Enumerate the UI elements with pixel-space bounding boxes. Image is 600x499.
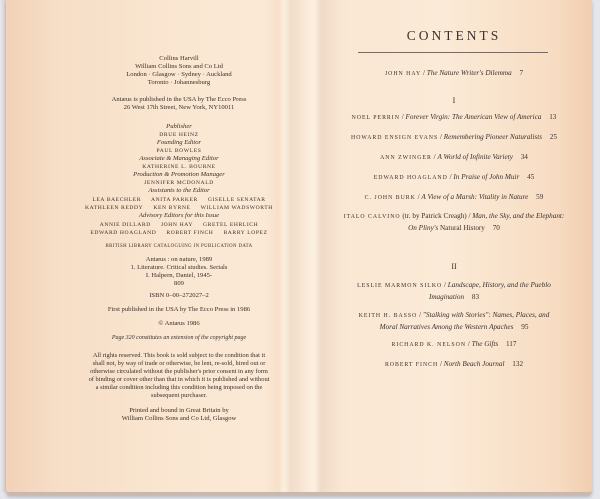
cip-line: Antæus : on nature, 1989 (145, 256, 213, 263)
contents-entry (328, 359, 580, 371)
assistants-label: Assistants to the Editor (148, 187, 210, 194)
advisory-label: Advisory Editors for this Issue (138, 212, 220, 219)
first-published: First published in the USA by The Ecco Press in 1986 (107, 306, 251, 313)
section-mark: I (452, 96, 456, 105)
entry-author: ROBERT FINCH (384, 362, 439, 368)
imprint-line: London · Glasgow · Sydney · Auckland (126, 71, 232, 78)
entry-title-cont: Imagination (428, 293, 465, 301)
contents-entry (328, 68, 580, 80)
contents-page (328, 0, 580, 492)
advisory-name: ANNIE DILLARD (99, 222, 151, 228)
entry-page: 13 (549, 113, 557, 121)
separator: / (419, 311, 422, 319)
separator: / (444, 281, 446, 289)
advisory-name: EDWARD HOAGLAND (90, 230, 157, 236)
separator: / (417, 193, 420, 201)
entry-author: ITALO CALVINO (343, 214, 401, 220)
rights-line: All rights reserved. This book is sold subject to the condition that it (92, 352, 266, 359)
entry-title: A World of Infinite Variety (437, 153, 513, 161)
entry-title: The Gifts (471, 340, 499, 348)
entry-author: NOEL PERRIN (351, 115, 400, 121)
entry-title: Forever Virgin: The American View of America (405, 113, 542, 121)
entry-author: KEITH H. BASSO (358, 313, 418, 319)
contents-entry (314, 211, 594, 234)
entry-page: 95 (521, 323, 529, 331)
cip-line: I. Halpern, Daniel, 1945- (145, 272, 213, 279)
entry-title: Landscape, History, and the Pueblo (447, 281, 551, 289)
contents-entry (328, 132, 580, 144)
rights-line: a similar condition including this condition being imposed on the (95, 384, 263, 391)
publisher-address: 26 West 17th Street, New York, NY10011 (123, 104, 235, 111)
entry-page: 45 (527, 173, 535, 181)
imprint-line: Collins Harvill (159, 55, 199, 62)
publisher-line: Antæus is published in the USA by The Ecco Press (111, 96, 247, 103)
masthead-role: Production & Promotion Manager (133, 171, 225, 178)
entry-page: 25 (549, 133, 557, 141)
cip-line: 1. Literature. Critical studies. Serials (130, 264, 228, 271)
entry-title: A View of a Marsh: Vitality in Nature (421, 193, 529, 201)
entry-title-cont: Natural History (439, 224, 485, 232)
entry-page: 70 (492, 224, 500, 232)
imprint-line: Toronto · Johannesburg (147, 79, 211, 86)
entry-author: ANN ZWINGER (380, 155, 432, 161)
isbn: ISBN 0–00–272027–2 (149, 292, 209, 299)
entry-title: Remembering Pioneer Naturalists (443, 133, 542, 141)
separator: / (467, 340, 470, 348)
entry-author: LESLIE MARMON SILKO (357, 283, 443, 289)
cip-line: 809 (174, 280, 184, 287)
contents-entry (328, 152, 580, 164)
masthead-name: JENNIFER MCDONALD (144, 180, 214, 186)
separator: / (439, 133, 442, 141)
masthead-name: KATHERINE L. BOURNE (142, 164, 216, 170)
separator: / (433, 153, 436, 161)
entry-title: North Beach Journal (443, 360, 505, 368)
masthead-role: Associate & Managing Editor (139, 155, 219, 162)
rights-line: otherwise circulated without the publisher's prior consent in any form (90, 368, 268, 375)
assistant-name: WILLIAM WADSWORTH (200, 205, 273, 211)
advisory-row (72, 229, 286, 238)
entry-author: RICHARD K. NELSON (391, 342, 467, 348)
entry-page: 83 (471, 293, 480, 301)
entry-page: 117 (505, 340, 517, 348)
cip-heading: BRITISH LIBRARY CATALOGUING IN PUBLICATION DATA (105, 244, 253, 249)
separator: / (440, 360, 442, 368)
masthead-role: Publisher (166, 123, 192, 130)
advisory-name: BARRY LOPEZ (223, 230, 268, 236)
book-spread (6, 0, 592, 495)
section-mark: II (451, 262, 457, 271)
printer-line: Printed and bound in Great Britain by (129, 407, 229, 414)
separator: / (401, 113, 404, 121)
entry-title-cont: Moral Narratives Among the Western Apaches (379, 323, 514, 331)
advisory-name: GRETEL EHRLICH (202, 222, 259, 228)
entry-title: In Praise of John Muir (453, 173, 520, 181)
masthead-name: DRUE HEINZ (159, 132, 199, 138)
entry-page: 34 (520, 153, 528, 161)
rights-line: of binding or cover other than that in which it is published and without (88, 376, 270, 383)
contents-entry (328, 112, 580, 124)
entry-title: Man, the Sky, and the Elephant: (472, 212, 565, 220)
printer-line: William Collins Sons and Co Ltd, Glasgow (121, 415, 237, 422)
contents-heading: CONTENTS (406, 28, 502, 43)
entry-author: C. JOHN BURK (364, 195, 416, 201)
contents-entry (328, 339, 580, 351)
contents-entry (328, 310, 580, 333)
heading-rule (358, 52, 548, 53)
copyright-extension: Page 320 constitutes an extension of the copyright page (111, 335, 247, 341)
separator: / (449, 173, 452, 181)
separator: / (468, 212, 471, 220)
copyright-page (72, 0, 286, 492)
rights-line: subsequent purchaser. (150, 392, 208, 399)
entry-author: HOWARD ENSIGN EVANS (351, 135, 439, 141)
assistant-name: LEA BAECHLER (92, 197, 142, 203)
advisory-name: ROBERT FINCH (166, 230, 214, 236)
contents-entry (328, 172, 580, 184)
entry-translator: (tr. by Patrick Creagh) (402, 212, 467, 220)
masthead-name: PAUL BOWLES (156, 148, 202, 154)
contents-entry (328, 280, 580, 303)
contents-entry (328, 192, 580, 204)
assistant-name: ANITA PARKER (151, 197, 198, 203)
entry-author: EDWARD HOAGLAND (373, 175, 448, 181)
entry-page: 132 (512, 360, 524, 368)
masthead-role: Founding Editor (156, 139, 202, 146)
separator: / (422, 69, 425, 77)
entry-page: 59 (536, 193, 544, 201)
assistant-name: KATHLEEN REDDY (85, 205, 144, 211)
rights-line: shall not, by way of trade or otherwise, be lent, re-sold, hired out or (92, 360, 266, 367)
entry-page: 7 (519, 69, 524, 77)
copyright-notice: © Antæus 1986 (158, 320, 200, 327)
advisory-name: JOHN HAY (160, 222, 193, 228)
entry-author: JOHN HAY (384, 71, 422, 77)
entry-title: The Nature Writer's Dilemma (426, 69, 512, 77)
entry-title: "Stalking with Stories": Names, Places, and (422, 311, 550, 319)
assistant-name: GISELLE SENATAR (207, 197, 266, 203)
assistant-name: KEN BYRNE (153, 205, 191, 211)
imprint-line: William Collins Sons and Co Ltd (135, 63, 223, 70)
entry-title-cont: On Pliny's (408, 224, 439, 232)
